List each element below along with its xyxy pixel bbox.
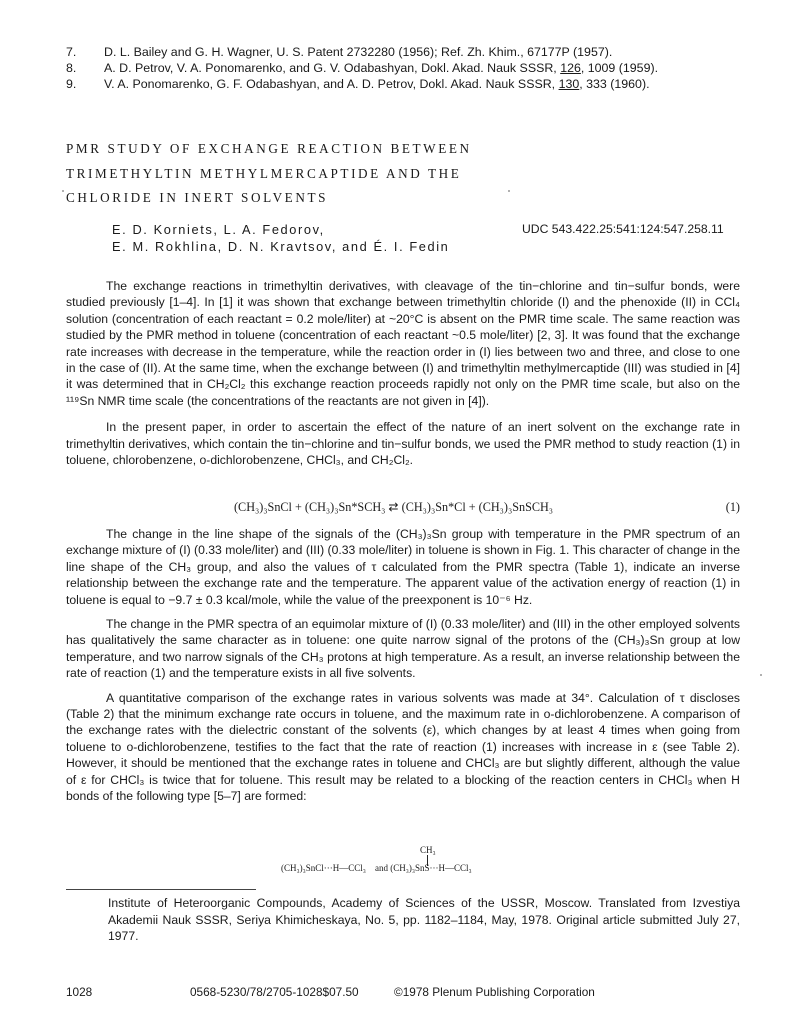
hydrogen-bond-structures: [281, 845, 541, 875]
methyl-label: CH₃: [420, 845, 436, 855]
reference-number: 8.: [66, 61, 77, 75]
reference-pages: , 1009 (1959).: [580, 61, 659, 75]
article-title: [66, 137, 472, 211]
page-number: 1028: [66, 985, 93, 999]
paragraph: In the present paper, in order to ascertain the effect of the nature of an inert solvent on the exchange rate in trimethyltin derivatives, which contain the tin−chlorine and tin−sulfur bonds, we used the PMR method to study reaction (1) in toluene, chlorobenzene, o-dichlorobenzene, CHCl₃, and CH₂Cl₂.: [66, 420, 740, 468]
reference-volume: 130: [558, 77, 580, 91]
udc-code: UDC 543.422.25:541:124:547.258.11: [522, 222, 724, 236]
footnote-divider: [66, 889, 256, 890]
equation-text: (CH₃)₃SnCl + (CH₃)₃Sn*SCH₃ ⇄ (CH₃)₃Sn*Cl + (CH₃)₃SnSCH₃: [234, 500, 554, 514]
authors-line: E. D. Korniets, L. A. Fedorov,: [112, 222, 325, 237]
article-body-continued: [66, 526, 740, 813]
structure-right: and (CH₃)₃SnS···H—CCl₃: [375, 863, 472, 873]
equation-number: (1): [725, 500, 740, 514]
footnote: Institute of Heteroorganic Compounds, Academy of Sciences of the USSR, Moscow. Translated from Izvestiya Akademii Nauk SSSR, Seriya Khimicheskaya, No. 5, pp. 1182–1184, May, 1978. Original article submitted July 27, 1977.: [108, 896, 740, 944]
paragraph: A quantitative comparison of the exchange rates in various solvents was made at 34°. Calculation of τ discloses (Table 2) that the minimum exchange rate occurs in toluene, and the maximum rate in o-dichlorobenzene. A comparison of the exchange rates with the dielectric constant of the solvents (ε), which changes by at least 4 times when going from toluene to o-dichlorobenzene, testifies to the fact that the rate of reaction (1) increases with increase in ε (see Table 2). However, it should be mentioned that the exchange rates in toluene and CHCl₃ are but slightly different, although the value of ε for CHCl₃ is twice that for toluene. This result may be related to a blocking of the reaction centers in CHCl₃ when H bonds of the following type [5–7] are formed:: [66, 690, 740, 804]
reference-number: 9.: [66, 77, 77, 91]
authors-line: E. M. Rokhlina, D. N. Kravtsov, and É. I. Fedin: [112, 239, 450, 254]
reference-text: [104, 60, 756, 76]
scan-speck: [508, 190, 510, 192]
paragraph: The change in the line shape of the signals of the (CH₃)₃Sn group with temperature in the PMR spectrum of an exchange mixture of (I) (0.33 mole/liter) and (III) (0.33 mole/liter) in toluene is shown in Fig. 1. This character of change in the line shape of the CH₃ group, and also the values of τ calculated from the PMR spectra (Table 1), indicate an inverse relationship between the exchange rate and the temperature. The apparent value of the activation energy of reaction (1) in toluene is equal to −9.7 ± 0.3 kcal/mole, while the value of the preexponent is 10⁻⁶ Hz.: [66, 527, 740, 607]
reference-text: D. L. Bailey and G. H. Wagner, U. S. Patent 2732280 (1956); Ref. Zh. Khim., 67177P (1957).: [104, 45, 613, 59]
paragraph: The exchange reactions in trimethyltin derivatives, with cleavage of the tin−chlorine and tin−sulfur bonds, were studied previously [1–4]. In [1] it was shown that exchange between trimethyltin chloride (I) and the phenoxide (II) in CCl₄ solution (concentration of each reactant = 0.2 mole/liter) at ~20°C is absent on the PMR time scale. The same reaction was studied by the PMR method in toluene (concentration of each reactant ~0.5 mole/liter) [2, 3]. It was found that the exchange rate increases with decrease in the temperature, while the reaction order in (I) lies between two and three, and close to one in the case of (II). At the same time, when the exchange between (I) and trimethyltin methylmercaptide (III) was studied in [4] it was determined that in CH₂Cl₂ this exchange reaction proceeds rapidly not only on the PMR time scale, but also on the ¹¹⁹Sn NMR time scale (the concentrations of the reactants are not given in [4]).: [66, 279, 740, 408]
title-line: PMR STUDY OF EXCHANGE REACTION BETWEEN: [66, 141, 472, 156]
reference-citation: A. D. Petrov, V. A. Ponomarenko, and G. V. Odabashyan, Dokl. Akad. Nauk SSSR,: [104, 61, 561, 75]
reference-citation: V. A. Ponomarenko, G. F. Odabashyan, and A. D. Petrov, Dokl. Akad. Nauk SSSR,: [104, 77, 559, 91]
reference-list: [66, 44, 756, 92]
title-line: TRIMETHYLTIN METHYLMERCAPTIDE AND THE: [66, 165, 462, 181]
article-code: 0568-5230/78/2705-1028$07.50: [190, 985, 359, 999]
reference-text: [104, 76, 756, 92]
reference-pages: , 333 (1960).: [579, 77, 650, 91]
scan-speck: [760, 674, 762, 676]
copyright-notice: ©1978 Plenum Publishing Corporation: [394, 985, 595, 999]
title-line: CHLORIDE IN INERT SOLVENTS: [66, 190, 329, 205]
reference-item: [66, 76, 756, 92]
structure-left: (CH₃)₃SnCl···H—CCl₃: [281, 863, 366, 873]
reference-item: [66, 44, 756, 60]
reference-number: 7.: [66, 45, 77, 59]
article-body: [66, 278, 740, 478]
author-list: [112, 221, 449, 255]
reference-item: [66, 60, 756, 76]
reference-volume: 126: [560, 61, 581, 75]
paragraph: The change in the PMR spectra of an equimolar mixture of (I) (0.33 mole/liter) and (III) in the other employed solvents has qualitatively the same character as in toluene: one quite narrow signal of the protons of the (CH₃)₃Sn group at low temperature, and two narrow signals of the CH₃ protons at high temperature. As a result, an inverse relationship between the rate of reaction (1) and the temperature exists in all five solvents.: [66, 617, 740, 681]
scan-speck: [62, 190, 64, 192]
